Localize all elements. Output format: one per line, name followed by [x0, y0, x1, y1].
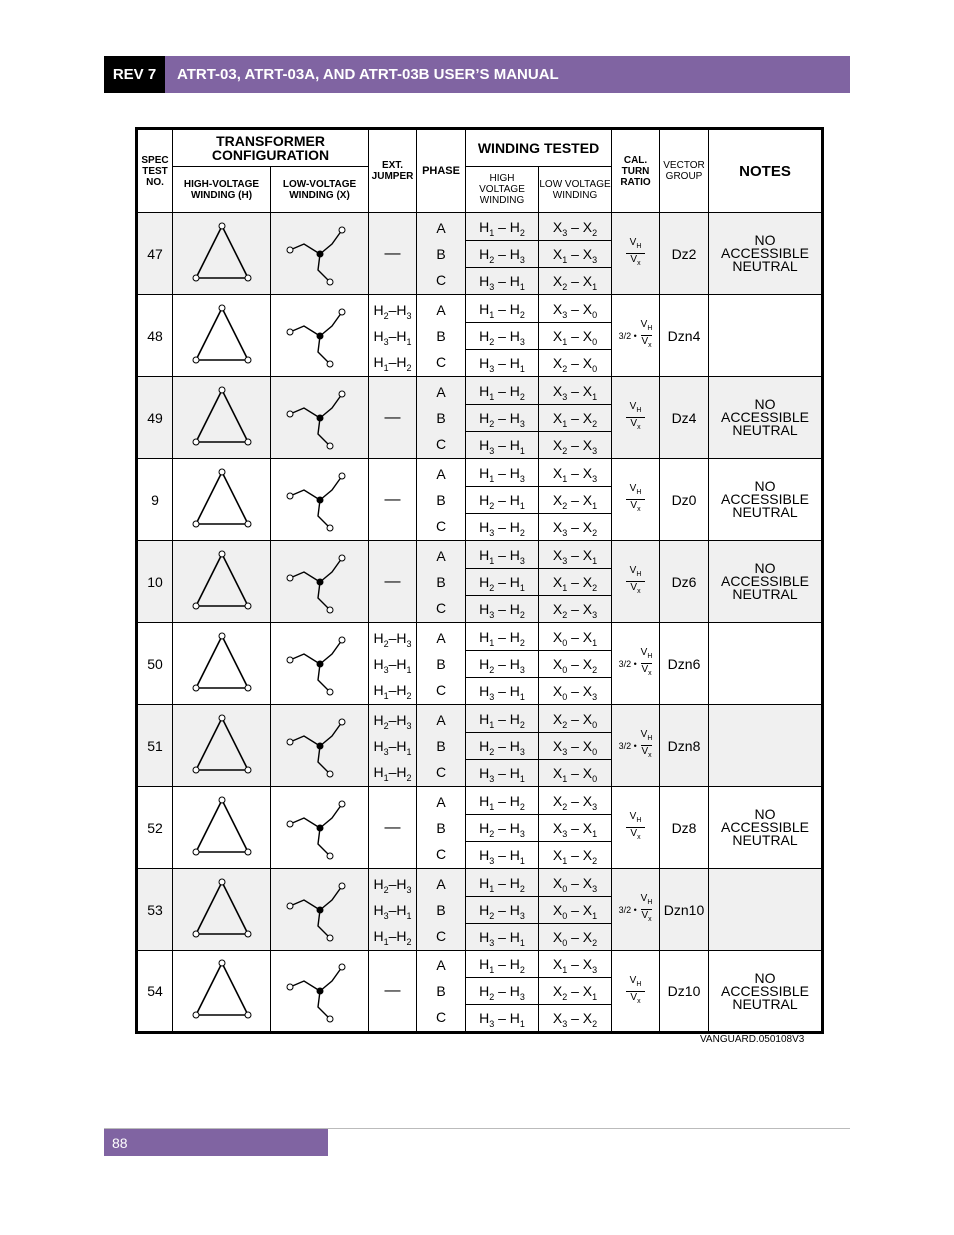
hv-winding-diagram [173, 459, 271, 541]
delta-winding-icon [174, 708, 270, 784]
hv-pair: $H_1 - H_3$ [479, 546, 525, 566]
hv-pair: $H_2 - H_1$ [466, 568, 538, 595]
zigzag-winding-icon [272, 872, 368, 948]
hv-pair: $H_3 - H_1$ [466, 267, 538, 294]
lv-pair: $X_3 - X_1$ [552, 382, 598, 402]
vector-group-table [135, 127, 824, 1034]
hv-pair: $H_1 - H_2$ [479, 300, 525, 320]
spec-test-number: 49 [137, 377, 173, 459]
turn-ratio: $\frac{V_H}{V_x}$ [612, 377, 660, 459]
lv-pair: $X_1 - X_2$ [539, 568, 611, 595]
header-winding-tested: WINDING TESTED [466, 129, 612, 167]
zigzag-winding-icon [272, 216, 368, 292]
lv-pair: $X_0 - X_1$ [552, 628, 598, 648]
jumper-value: $H_2-H_3$ [373, 629, 412, 649]
spec-test-number: 51 [137, 705, 173, 787]
lv-winding-diagram [271, 705, 369, 787]
zigzag-winding-icon [272, 790, 368, 866]
hv-tested [466, 377, 539, 459]
page-header [104, 56, 850, 93]
vector-group: Dz8 [660, 787, 709, 869]
hv-pair: $H_2 - H_3$ [466, 732, 538, 759]
delta-winding-icon [174, 790, 270, 866]
phase: C [435, 517, 447, 534]
zigzag-winding-icon [272, 626, 368, 702]
revision-label: REV 7 [104, 56, 165, 93]
hv-tested [466, 459, 539, 541]
phase: B [436, 245, 446, 262]
hv-pair: $H_2 - H_3$ [466, 240, 538, 267]
header-config: TRANSFORMER CONFIGURATION [173, 129, 369, 167]
delta-winding-icon [174, 380, 270, 456]
header-notes: NOTES [709, 129, 823, 213]
phase-list [417, 705, 466, 787]
lv-pair: $X_0 - X_2$ [539, 923, 611, 950]
table-row [137, 213, 823, 295]
jumper-none: — [384, 572, 401, 590]
table-body [137, 213, 823, 1033]
spec-test-number: 10 [137, 541, 173, 623]
lv-pair: $X_2 - X_0$ [539, 349, 611, 376]
delta-winding-icon [174, 626, 270, 702]
jumper-none: — [384, 490, 401, 508]
lv-pair: $X_2 - X_1$ [539, 267, 611, 294]
lv-pair: $X_0 - X_3$ [539, 677, 611, 704]
hv-winding-diagram [173, 377, 271, 459]
external-jumper [369, 213, 417, 295]
hv-pair: $H_3 - H_1$ [466, 349, 538, 376]
hv-winding-diagram [173, 213, 271, 295]
phase-list [417, 377, 466, 459]
phase: C [435, 599, 447, 616]
external-jumper [369, 295, 417, 377]
jumper-value: $H_3-H_1$ [373, 737, 412, 757]
vector-group: Dzn6 [660, 623, 709, 705]
phase: C [435, 681, 447, 698]
phase-list [417, 787, 466, 869]
hv-tested [466, 869, 539, 951]
phase-list [417, 869, 466, 951]
spec-test-number: 9 [137, 459, 173, 541]
table-row [137, 459, 823, 541]
hv-pair: $H_2 - H_3$ [466, 814, 538, 841]
phase: C [435, 927, 447, 944]
header-jumper: EXT. JUMPER [369, 129, 417, 213]
lv-pair: $X_2 - X_1$ [539, 977, 611, 1004]
header-spec: SPEC TEST NO. [137, 129, 173, 213]
jumper-value: $H_3-H_1$ [373, 655, 412, 675]
turn-ratio: $\frac{V_H}{V_x}$ [612, 541, 660, 623]
vector-group: Dz10 [660, 951, 709, 1033]
page-number: 88 [104, 1129, 328, 1156]
spec-test-number: 47 [137, 213, 173, 295]
lv-pair: $X_3 - X_1$ [552, 546, 598, 566]
phase: C [435, 1009, 447, 1025]
phase-list [417, 623, 466, 705]
phase: B [436, 327, 446, 344]
hv-pair: $H_3 - H_1$ [466, 923, 538, 950]
phase: A [436, 629, 446, 646]
phase-list [417, 213, 466, 295]
phase: C [435, 763, 447, 780]
notes: NO ACCESSIBLE NEUTRAL [709, 377, 823, 459]
phase: C [435, 845, 447, 862]
table-row [137, 541, 823, 623]
spec-test-number: 50 [137, 623, 173, 705]
hv-pair: $H_1 - H_2$ [479, 218, 525, 238]
delta-winding-icon [174, 872, 270, 948]
phase: A [436, 547, 446, 564]
hv-tested [466, 541, 539, 623]
lv-pair: $X_2 - X_0$ [552, 710, 598, 730]
phase-list [417, 951, 466, 1033]
hv-pair: $H_2 - H_3$ [466, 896, 538, 923]
external-jumper [369, 869, 417, 951]
external-jumper [369, 623, 417, 705]
header-lv-tested: LOW VOLTAGE WINDING [539, 167, 612, 213]
notes: NO ACCESSIBLE NEUTRAL [709, 213, 823, 295]
jumper-value: $H_1-H_2$ [373, 681, 412, 701]
jumper-value: $H_3-H_1$ [373, 327, 412, 347]
lv-tested [539, 869, 612, 951]
turn-ratio: 3/2 • $\frac{V_H}{V_x}$ [612, 869, 660, 951]
external-jumper [369, 541, 417, 623]
lv-winding-diagram [271, 541, 369, 623]
hv-pair: $H_1 - H_3$ [479, 464, 525, 484]
lv-tested [539, 213, 612, 295]
phase: B [436, 409, 446, 426]
hv-pair: $H_1 - H_2$ [479, 710, 525, 730]
phase: A [436, 301, 446, 318]
manual-title: ATRT-03, ATRT-03A, AND ATRT-03B USER’S MANUAL [165, 56, 850, 93]
drawing-reference: VANGUARD.050108V3 [700, 1034, 805, 1045]
phase: C [435, 435, 447, 452]
lv-pair: $X_2 - X_1$ [539, 486, 611, 513]
zigzag-winding-icon [272, 380, 368, 456]
vector-group-table-wrapper [135, 127, 821, 1030]
hv-pair: $H_3 - H_1$ [466, 1004, 538, 1031]
phase-list [417, 459, 466, 541]
lv-pair: $X_1 - X_3$ [539, 240, 611, 267]
lv-pair: $X_2 - X_3$ [539, 431, 611, 458]
external-jumper [369, 787, 417, 869]
phase: C [435, 271, 447, 288]
jumper-none: — [384, 982, 401, 999]
phase: B [436, 901, 446, 918]
turn-ratio: $\frac{V_H}{V_x}$ [612, 951, 660, 1033]
jumper-none: — [384, 244, 401, 262]
hv-pair: $H_3 - H_1$ [466, 431, 538, 458]
jumper-value: $H_1-H_2$ [373, 763, 412, 783]
phase: A [436, 711, 446, 728]
lv-tested [539, 377, 612, 459]
lv-pair: $X_2 - X_3$ [539, 595, 611, 622]
hv-winding-diagram [173, 951, 271, 1033]
lv-pair: $X_1 - X_3$ [552, 956, 598, 975]
delta-winding-icon [174, 462, 270, 538]
lv-tested [539, 951, 612, 1033]
lv-pair: $X_0 - X_2$ [539, 650, 611, 677]
lv-pair: $X_2 - X_3$ [552, 792, 598, 812]
notes [709, 295, 823, 377]
lv-winding-diagram [271, 869, 369, 951]
jumper-value: $H_1-H_2$ [373, 353, 412, 373]
hv-pair: $H_3 - H_1$ [466, 677, 538, 704]
notes [709, 623, 823, 705]
lv-tested [539, 787, 612, 869]
vector-group: Dz0 [660, 459, 709, 541]
notes: NO ACCESSIBLE NEUTRAL [709, 459, 823, 541]
hv-pair: $H_1 - H_2$ [479, 382, 525, 402]
lv-pair: $X_0 - X_1$ [539, 896, 611, 923]
hv-tested [466, 951, 539, 1033]
phase: B [436, 655, 446, 672]
jumper-value: $H_2-H_3$ [373, 711, 412, 731]
hv-winding-diagram [173, 295, 271, 377]
lv-winding-diagram [271, 459, 369, 541]
lv-pair: $X_3 - X_2$ [539, 1004, 611, 1031]
header-phase: PHASE [417, 129, 466, 213]
hv-pair: $H_3 - H_1$ [466, 841, 538, 868]
lv-tested [539, 541, 612, 623]
lv-winding-diagram [271, 213, 369, 295]
hv-pair: $H_1 - H_2$ [479, 956, 525, 975]
zigzag-winding-icon [272, 298, 368, 374]
phase: B [436, 737, 446, 754]
lv-winding-diagram [271, 623, 369, 705]
vector-group: Dz6 [660, 541, 709, 623]
zigzag-winding-icon [272, 462, 368, 538]
lv-winding-diagram [271, 377, 369, 459]
hv-pair: $H_1 - H_2$ [479, 874, 525, 894]
delta-winding-icon [174, 544, 270, 620]
external-jumper [369, 951, 417, 1033]
hv-pair: $H_2 - H_3$ [466, 404, 538, 431]
hv-tested [466, 213, 539, 295]
lv-pair: $X_0 - X_3$ [552, 874, 598, 894]
lv-tested [539, 623, 612, 705]
delta-winding-icon [174, 216, 270, 292]
hv-pair: $H_2 - H_1$ [466, 486, 538, 513]
lv-pair: $X_3 - X_1$ [539, 814, 611, 841]
jumper-value: $H_2-H_3$ [373, 301, 412, 321]
table-row [137, 951, 823, 1033]
lv-pair: $X_3 - X_0$ [552, 300, 598, 320]
lv-tested [539, 459, 612, 541]
phase: A [436, 465, 446, 482]
external-jumper [369, 705, 417, 787]
notes: NO ACCESSIBLE NEUTRAL [709, 541, 823, 623]
turn-ratio: $\frac{V_H}{V_x}$ [612, 459, 660, 541]
phase-list [417, 295, 466, 377]
jumper-value: $H_1-H_2$ [373, 927, 412, 947]
lv-pair: $X_3 - X_2$ [539, 513, 611, 540]
jumper-none: — [384, 408, 401, 426]
delta-winding-icon [174, 953, 270, 1029]
lv-pair: $X_1 - X_0$ [539, 759, 611, 786]
hv-winding-diagram [173, 705, 271, 787]
table-row [137, 705, 823, 787]
lv-tested [539, 295, 612, 377]
spec-test-number: 52 [137, 787, 173, 869]
phase: B [436, 819, 446, 836]
turn-ratio: $\frac{V_H}{V_x}$ [612, 213, 660, 295]
external-jumper [369, 377, 417, 459]
header-hv-tested: HIGH VOLTAGE WINDING [466, 167, 539, 213]
lv-pair: $X_1 - X_3$ [552, 464, 598, 484]
hv-pair: $H_3 - H_1$ [466, 759, 538, 786]
header-ratio: CAL. TURN RATIO [612, 129, 660, 213]
header-vector-group: VECTOR GROUP [660, 129, 709, 213]
lv-pair: $X_1 - X_0$ [539, 322, 611, 349]
turn-ratio: 3/2 • $\frac{V_H}{V_x}$ [612, 623, 660, 705]
notes: NO ACCESSIBLE NEUTRAL [709, 787, 823, 869]
table-row [137, 869, 823, 951]
header-hv-winding: HIGH-VOLTAGE WINDING (H) [173, 167, 271, 213]
hv-pair: $H_3 - H_2$ [466, 513, 538, 540]
lv-winding-diagram [271, 295, 369, 377]
turn-ratio: $\frac{V_H}{V_x}$ [612, 787, 660, 869]
hv-pair: $H_2 - H_3$ [466, 977, 538, 1004]
phase-list [417, 541, 466, 623]
phase: B [436, 983, 446, 999]
hv-pair: $H_3 - H_2$ [466, 595, 538, 622]
lv-winding-diagram [271, 951, 369, 1033]
phase: A [436, 957, 446, 973]
lv-pair: $X_1 - X_2$ [539, 841, 611, 868]
hv-winding-diagram [173, 623, 271, 705]
phase: B [436, 491, 446, 508]
lv-pair: $X_3 - X_0$ [539, 732, 611, 759]
hv-pair: $H_2 - H_3$ [466, 650, 538, 677]
lv-pair: $X_3 - X_2$ [552, 218, 598, 238]
table-row [137, 295, 823, 377]
delta-winding-icon [174, 298, 270, 374]
phase: A [436, 219, 446, 236]
vector-group: Dzn4 [660, 295, 709, 377]
phase: B [436, 573, 446, 590]
hv-tested [466, 295, 539, 377]
vector-group: Dzn10 [660, 869, 709, 951]
phase: A [436, 793, 446, 810]
notes [709, 869, 823, 951]
jumper-value: $H_3-H_1$ [373, 901, 412, 921]
zigzag-winding-icon [272, 953, 368, 1029]
phase: C [435, 353, 447, 370]
jumper-none: — [384, 818, 401, 836]
external-jumper [369, 459, 417, 541]
turn-ratio: 3/2 • $\frac{V_H}{V_x}$ [612, 295, 660, 377]
lv-winding-diagram [271, 787, 369, 869]
notes: NO ACCESSIBLE NEUTRAL [709, 951, 823, 1033]
table-row [137, 787, 823, 869]
spec-test-number: 53 [137, 869, 173, 951]
vector-group: Dz2 [660, 213, 709, 295]
hv-winding-diagram [173, 787, 271, 869]
zigzag-winding-icon [272, 708, 368, 784]
hv-tested [466, 787, 539, 869]
lv-pair: $X_1 - X_2$ [539, 404, 611, 431]
notes [709, 705, 823, 787]
turn-ratio: 3/2 • $\frac{V_H}{V_x}$ [612, 705, 660, 787]
zigzag-winding-icon [272, 544, 368, 620]
hv-pair: $H_1 - H_2$ [479, 628, 525, 648]
hv-winding-diagram [173, 541, 271, 623]
table-row [137, 623, 823, 705]
vector-group: Dzn8 [660, 705, 709, 787]
lv-tested [539, 705, 612, 787]
vector-group: Dz4 [660, 377, 709, 459]
spec-test-number: 54 [137, 951, 173, 1033]
hv-pair: $H_1 - H_2$ [479, 792, 525, 812]
hv-winding-diagram [173, 869, 271, 951]
spec-test-number: 48 [137, 295, 173, 377]
table-row [137, 377, 823, 459]
jumper-value: $H_2-H_3$ [373, 875, 412, 895]
hv-pair: $H_2 - H_3$ [466, 322, 538, 349]
hv-tested [466, 623, 539, 705]
phase: A [436, 875, 446, 892]
hv-tested [466, 705, 539, 787]
header-lv-winding: LOW-VOLTAGE WINDING (X) [271, 167, 369, 213]
phase: A [436, 383, 446, 400]
